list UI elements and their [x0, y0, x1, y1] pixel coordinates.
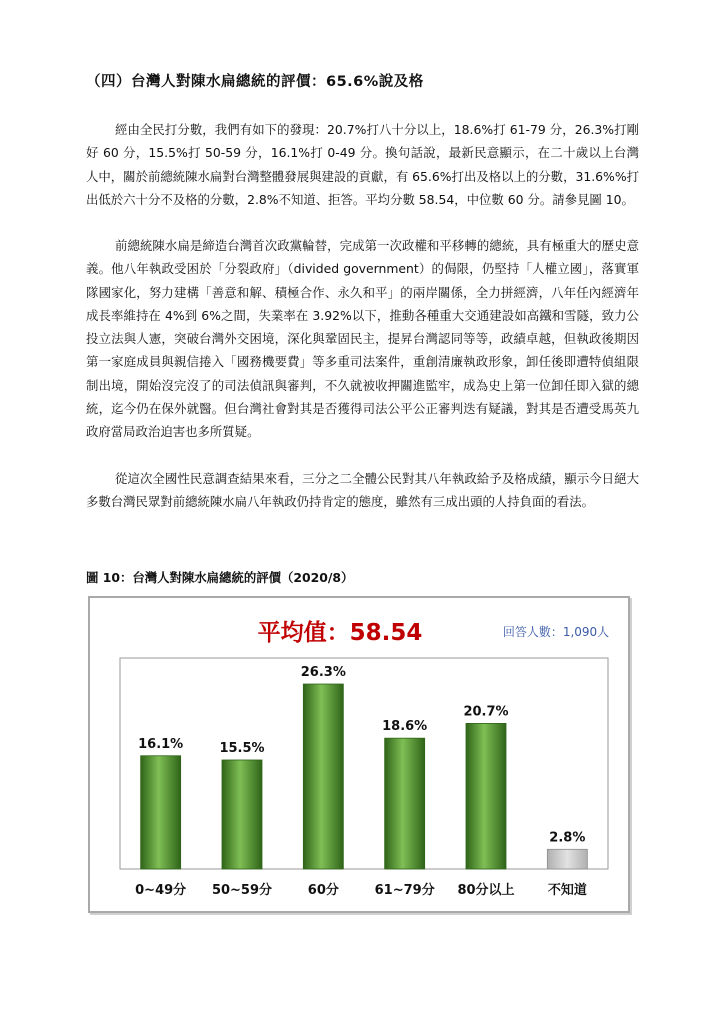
- section-heading: （四）台灣人對陳水扁總統的評價：65.6%說及格: [86, 74, 424, 90]
- category-label-4: 61~79分: [374, 883, 435, 898]
- value-label-3: 26.3%: [300, 665, 346, 681]
- category-label-5: 80分以上: [457, 883, 515, 898]
- paragraph-1: 經由全民打分數，我們有如下的發現：20.7%打八十分以上，18.6%打 61-79 分，26.3%打剛好 60 分，15.5%打 50-59 分，16.1%打 0-49 分。換句話說，最新民意顯示，在二十歲以上台灣人中，關於前總統陳水扁對台灣整體發展與建設的貢獻，有 65.6%打出及格以上的分數，31.6%%打出低於六十分不及格的分數，2.8%不知道、拒答。平均分數 58.54，中位數 60 分。請參見圖 10。: [86, 122, 639, 207]
- bar-4: [385, 738, 425, 869]
- paragraph-2: 前總統陳水扁是締造台灣首次政黨輪替，完成第一次政權和平移轉的總統，具有極重大的歷史意義。他八年執政受困於「分裂政府」（divided government）的侷限，仍堅持「人權立國」，落實軍隊國家化，努力建構「善意和解、積極合作、永久和平」的兩岸關係，全力拼經濟，八年任內經濟年成長率維持在 4%到 6%之間，失業率在 3.92%以下，推動各種重大交通建設如高鐵和雪隧，致力公投立法與人憲，突破台灣外交困境，深化與鞏固民主，提昇台灣認同等等，政績卓越，但執政後期因第一家庭成員與親信捲入「國務機要費」等多重司法案件，重創清廉執政形象，卸任後即遭特偵組限制出境，開始沒完沒了的司法偵訊與審判，不久就被收押關進監牢，成為史上第一位卸任即入獄的總統，迄今仍在保外就醫。但台灣社會對其是否獲得司法公平公正審判迭有疑議，對其是否遭受馬英九政府當局政治迫害也多所質疑。: [86, 238, 639, 440]
- respondent-count: 回答人數：1,090人: [502, 625, 610, 639]
- bar-chart: [90, 598, 628, 911]
- value-label-4: 18.6%: [382, 719, 428, 735]
- bar-6: [547, 849, 587, 869]
- paragraph-3: 從這次全國性民意調查結果來看，三分之二全體公民對其八年執政給予及格成績，顯示今日絕大多數台灣民眾對前總統陳水扁八年執政仍持肯定的態度，雖然有三成出頭的人持負面的看法。: [86, 471, 639, 510]
- bar-2: [222, 760, 262, 869]
- value-label-6: 2.8%: [549, 830, 586, 846]
- figure-caption: 圖 10：台灣人對陳水扁總統的評價（2020/8）: [86, 570, 354, 585]
- chart-title: 平均值：58.54: [257, 620, 423, 646]
- category-label-2: 50~59分: [211, 883, 273, 898]
- bar-5: [466, 723, 506, 869]
- value-label-1: 16.1%: [138, 736, 184, 752]
- bar-1: [141, 756, 181, 869]
- category-label-6: 不知道: [547, 883, 587, 898]
- value-label-2: 15.5%: [219, 740, 265, 756]
- bar-3: [303, 684, 343, 869]
- value-label-5: 20.7%: [463, 704, 509, 720]
- category-label-3: 60分: [307, 883, 339, 898]
- plot-area: [120, 658, 608, 869]
- category-label-1: 0~49分: [135, 883, 187, 898]
- chart-frame: [88, 596, 630, 913]
